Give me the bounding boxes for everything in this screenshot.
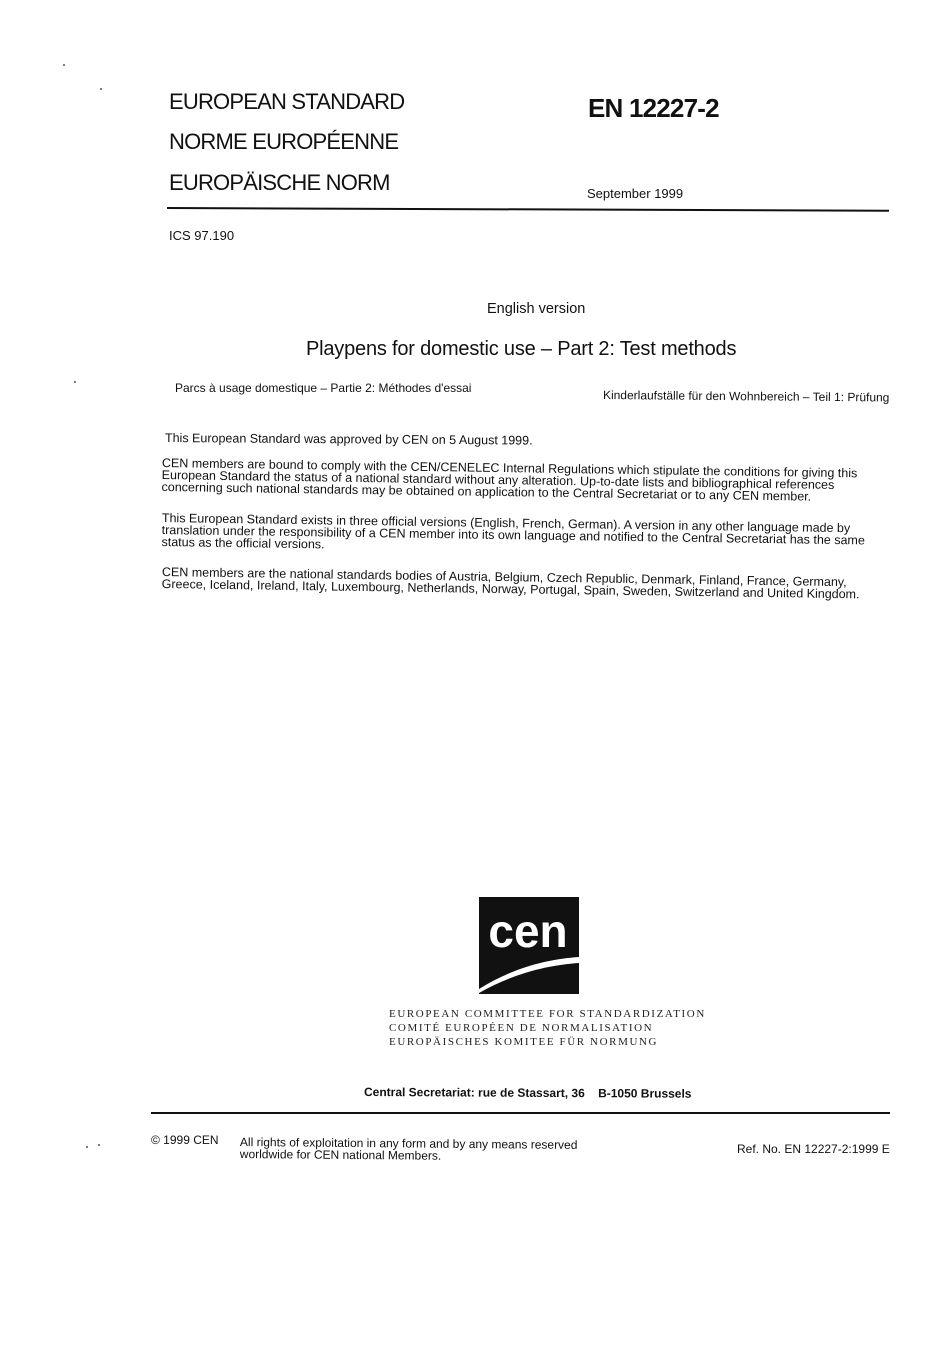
scan-speck xyxy=(98,1144,100,1146)
rights-statement xyxy=(240,1136,585,1163)
paragraph-versions-text: This European Standard exists in three official versions (English, French, German). A version in any other language made by translation under the responsibility of a CEN member into its own language and notified to the Central Secretariat has the same status as the official versions. xyxy=(161,511,865,552)
scan-speck xyxy=(86,1146,88,1148)
rights-statement-text: All rights of exploitation in any form and by any means reserved worldwide for CEN national Members. xyxy=(239,1135,578,1163)
cen-logo xyxy=(479,897,579,994)
central-secretariat: Central Secretariat: rue de Stassart, 36 B-1050 Brussels xyxy=(363,1085,692,1101)
version-label: English version xyxy=(487,301,586,317)
header-rule xyxy=(167,207,889,212)
cen-name-french: COMITÉ EUROPÉEN DE NORMALISATION xyxy=(389,1022,654,1034)
reference-number: Ref. No. EN 12227-2:1999 E xyxy=(737,1142,890,1156)
ics-code: ICS 97.190 xyxy=(169,228,235,243)
footer-rule xyxy=(151,1112,890,1114)
title-english: EUROPEAN STANDARD xyxy=(169,89,405,114)
document-title: Playpens for domestic use – Part 2: Test methods xyxy=(306,338,737,360)
cen-logo-wordmark: cen xyxy=(488,905,568,957)
title-german: EUROPÄISCHE NORM xyxy=(169,170,390,195)
standard-number: EN 12227-2 xyxy=(588,93,719,123)
cen-name-german: EUROPÄISCHES KOMITEE FÜR NORMUNG xyxy=(389,1036,659,1048)
scan-speck xyxy=(74,381,76,383)
cen-logo-graphic xyxy=(479,897,579,994)
publication-date: September 1999 xyxy=(587,186,684,201)
copyright: © 1999 CEN xyxy=(151,1133,219,1147)
paragraph-members xyxy=(162,566,878,601)
paragraph-members-text: CEN members are the national standards bodies of Austria, Belgium, Czech Republic, Denmark, Finland, France, Germany, Greece, Iceland, Ireland, Italy, Luxembourg, Netherlands, Norway, Portugal, Spain, Sweden, Switzerland and United Kingdom. xyxy=(161,565,860,602)
paragraph-versions xyxy=(161,512,887,559)
scan-speck xyxy=(100,88,102,90)
cen-name-english: EUROPEAN COMMITTEE FOR STANDARDIZATION xyxy=(389,1008,706,1020)
scan-speck xyxy=(63,64,65,66)
title-german-translation: Kinderlaufställe für den Wohnbereich – Teil 1: Prüfung xyxy=(602,388,890,405)
approval-statement: This European Standard was approved by CEN on 5 August 1999. xyxy=(164,431,533,448)
paragraph-regulations xyxy=(161,457,887,504)
paragraph-regulations-text: CEN members are bound to comply with the CEN/CENELEC Internal Regulations which stipulate the conditions for giving this European Standard the status of a national standard without any alteration. Up-to-date lists and bibliographical references concerning such national standards may be obtained on application to the Central Secretariat or to any CEN member. xyxy=(161,456,858,504)
title-french-translation: Parcs à usage domestique – Partie 2: Méthodes d'essai xyxy=(175,381,472,395)
title-french: NORME EUROPÉENNE xyxy=(169,129,399,154)
